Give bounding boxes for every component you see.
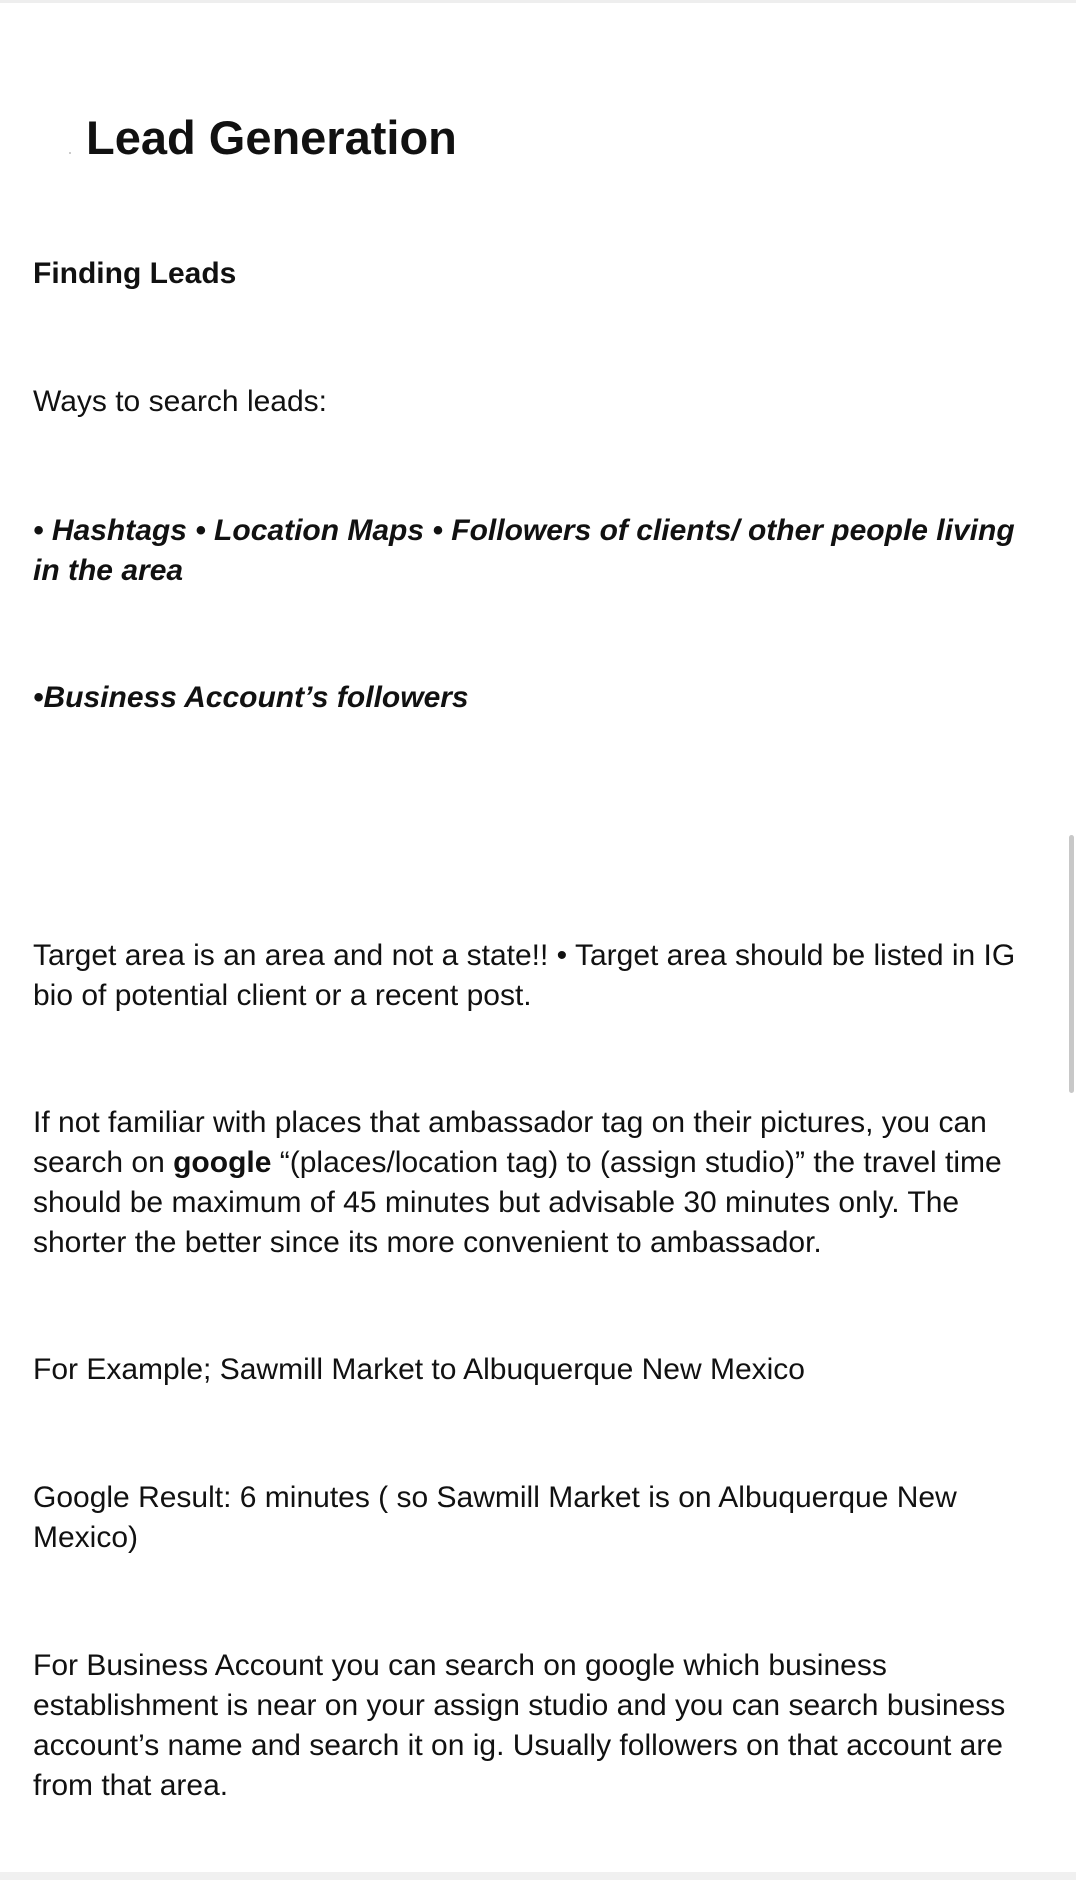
ways-intro: Ways to search leads: [33, 385, 328, 418]
business-followers-item: •Business Account’s followers [33, 681, 469, 714]
target-area-paragraph: Target area is an area and not a state!! • Target area should be listed in IG bio of potential client or a recent post. [33, 939, 1016, 1012]
title-marker [69, 152, 71, 154]
section-heading: Finding Leads [33, 257, 237, 290]
google-keyword: google [173, 1146, 272, 1179]
business-account-paragraph: For Business Account you can search on google which business establishment is near on your assign studio and you can search business account’s name and search it on ig. Usually followers on that account are from that area. [33, 1649, 1006, 1802]
google-result-paragraph: Google Result: 6 minutes ( so Sawmill Market is on Albuquerque New Mexico) [33, 1481, 957, 1554]
example-paragraph: For Example; Sawmill Market to Albuquerque New Mexico [33, 1353, 805, 1386]
places-text-end: “(places/location tag) to (assign studio)” the travel time should be maximum of 45 minutes but advisable 30 minutes only. The shorter the better since its more convenient to ambassador. [33, 1146, 1002, 1259]
lead-sources-list: • Hashtags • Location Maps • Followers of clients/ other people living in the area [33, 514, 1015, 587]
top-edge [0, 0, 1076, 3]
page-title: Lead Generation [86, 111, 457, 164]
places-text-start: If not familiar with places that ambassador tag on their pictures, you can search on [33, 1106, 987, 1179]
scrollbar-thumb[interactable] [1069, 835, 1074, 1093]
bottom-edge [0, 1872, 1076, 1880]
places-paragraph [33, 1103, 1043, 1263]
